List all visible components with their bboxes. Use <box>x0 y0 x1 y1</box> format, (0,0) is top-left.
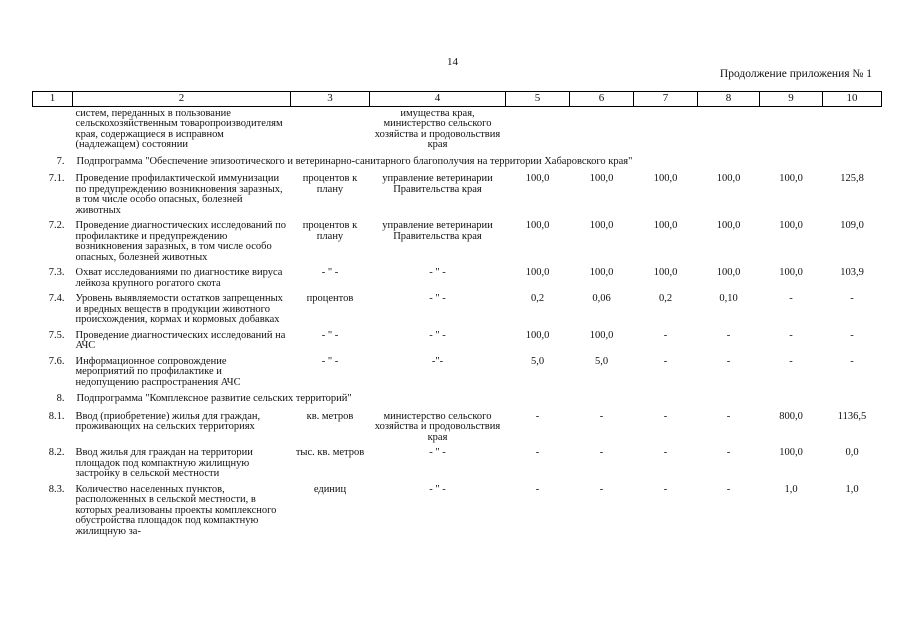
value-col-9: 100,0 <box>779 447 803 458</box>
indicator-unit: процентов <box>306 293 354 304</box>
column-header-10: 10 <box>823 92 882 107</box>
column-header-4: 4 <box>370 92 506 107</box>
responsible-executor: -"- <box>431 355 444 367</box>
value-col-6: - <box>599 447 604 458</box>
indicator-row <box>33 219 882 266</box>
value-col-8: - <box>726 329 731 341</box>
indicator-unit <box>291 106 370 154</box>
value-col-6: 0,06 <box>592 293 611 304</box>
value-col-7: - <box>663 329 668 341</box>
row-number: 8.2. <box>48 447 65 458</box>
subprogram-title: Подпрограмма "Комплексное развитие сельских территорий" <box>76 393 352 404</box>
indicator-name: систем, переданных в пользование сельскохозяйственным товаропроизводителям края, содержащиеся в исправном (надлежащем) состоянии <box>75 107 283 150</box>
indicator-unit: процентов к плану <box>302 220 358 242</box>
value-col-7: - <box>663 355 668 367</box>
value-col-7: 100,0 <box>653 267 678 278</box>
indicator-unit: единиц <box>313 483 347 495</box>
column-header-9: 9 <box>760 92 823 107</box>
value-col-7: 0,2 <box>658 293 673 304</box>
value-col-9: 100,0 <box>779 267 803 278</box>
indicator-row <box>33 106 882 154</box>
indicator-name: Количество населенных пунктов, расположенных в сельской местности, в которых реализованы проекты комплексного обустройства площадок под компактную жилищную за- <box>75 483 277 537</box>
row-number: 7.2. <box>48 220 65 231</box>
row-number: 7.5. <box>48 329 65 341</box>
row-number: 7.6. <box>48 355 65 367</box>
row-number: 8.1. <box>48 410 65 422</box>
indicator-row <box>33 292 882 329</box>
value-col-6: 100,0 <box>589 329 614 341</box>
subprogram-title: Подпрограмма "Обеспечение эпизоотического и ветеринарно-санитарного благополучия на территории Хабаровского края" <box>76 155 633 167</box>
column-header-3: 3 <box>291 92 370 107</box>
value-col-10: 0,0 <box>845 447 859 458</box>
row-number: 7.3. <box>48 267 65 278</box>
row-number: 8. <box>56 393 65 404</box>
value-col-10: - <box>850 355 854 367</box>
value-col-6: - <box>599 410 604 422</box>
value-col-10: - <box>850 293 854 304</box>
value-col-10: 103,9 <box>840 267 864 278</box>
indicator-name: Ввод (приобретение) жилья для граждан, проживающих на сельских территориях <box>75 410 261 432</box>
value-col-5 <box>506 106 570 154</box>
value-col-7: 100,0 <box>653 173 678 184</box>
indicators-table <box>32 91 882 540</box>
responsible-executor: - " - <box>429 447 446 458</box>
value-col-6: 100,0 <box>589 267 614 278</box>
indicator-name: Охват исследованиями по диагностике вируса лейкоза крупного рогатого скота <box>75 267 283 289</box>
row-number: 7.4. <box>48 293 65 304</box>
value-col-7: - <box>663 483 668 495</box>
indicator-row <box>33 446 882 483</box>
indicator-name: Проведение диагностических исследований по профилактике и предупреждению возникновения заразных, в том числе особо опасных, болезней животных <box>75 220 287 263</box>
value-col-9: 1,0 <box>784 483 798 495</box>
value-col-5: - <box>535 447 540 458</box>
row-number: 8.3. <box>48 483 65 495</box>
responsible-executor: - " - <box>429 329 446 341</box>
row-number: 7. <box>56 155 65 167</box>
value-col-10: 1,0 <box>845 483 859 495</box>
value-col-9 <box>760 106 823 154</box>
value-col-6: 5,0 <box>594 355 609 367</box>
value-col-8: - <box>726 355 731 367</box>
column-header-2: 2 <box>73 92 291 107</box>
value-col-8: 100,0 <box>716 173 741 184</box>
responsible-executor: министерство сельского хозяйства и продовольствия края <box>374 410 501 443</box>
column-header-1: 1 <box>33 92 73 107</box>
responsible-executor: имущества края, министерство сельского хозяйства и продовольствия края <box>374 107 501 150</box>
indicator-row <box>33 266 882 292</box>
indicator-name: Ввод жилья для граждан на территории площадок под компактную жилищную застройку в сельской местности <box>75 447 253 479</box>
value-col-8: - <box>726 410 731 422</box>
row-number <box>33 106 73 154</box>
value-col-8: - <box>726 447 731 458</box>
indicator-name: Проведение диагностических исследований на АЧС <box>75 329 286 351</box>
value-col-5: 100,0 <box>525 267 550 278</box>
value-col-6: 100,0 <box>589 220 614 231</box>
page-number: 14 <box>447 56 458 68</box>
responsible-executor: - " - <box>429 267 446 278</box>
value-col-9: 800,0 <box>779 410 803 422</box>
value-col-9: - <box>789 329 793 341</box>
responsible-executor: управление ветеринарии Правительства края <box>382 220 493 242</box>
value-col-10: 109,0 <box>840 220 864 231</box>
value-col-10: - <box>850 329 854 341</box>
value-col-9: 100,0 <box>779 173 803 184</box>
indicator-unit: - " - <box>321 329 339 341</box>
indicator-unit: тыс. кв. метров <box>295 447 365 458</box>
table-body <box>33 106 882 540</box>
indicator-name: Информационное сопровождение мероприятий по профилактике и недопущению распространения АЧС <box>75 355 241 388</box>
indicator-row <box>33 410 882 447</box>
value-col-5: 100,0 <box>525 220 550 231</box>
indicator-unit: - " - <box>321 355 339 367</box>
value-col-6: - <box>599 483 604 495</box>
value-col-10 <box>823 106 882 154</box>
value-col-6: 100,0 <box>589 173 614 184</box>
column-header-5: 5 <box>506 92 570 107</box>
subprogram-row <box>33 154 882 173</box>
value-col-7: - <box>663 447 668 458</box>
column-header-8: 8 <box>698 92 760 107</box>
value-col-10: 125,8 <box>840 173 864 184</box>
table-header <box>33 92 882 107</box>
value-col-7: 100,0 <box>653 220 678 231</box>
value-col-9: 100,0 <box>779 220 803 231</box>
value-col-5: - <box>535 483 540 495</box>
value-col-9: - <box>789 355 793 367</box>
indicator-row <box>33 172 882 219</box>
indicator-name: Проведение профилактической иммунизации по предупреждению возникновения заразных, в том числе особо опасных, болезней животных <box>75 173 283 216</box>
value-col-9: - <box>789 293 793 304</box>
indicator-unit: - " - <box>321 267 339 278</box>
value-col-5: 5,0 <box>530 355 545 367</box>
indicator-row <box>33 329 882 355</box>
responsible-executor: - " - <box>429 293 446 304</box>
value-col-8 <box>698 106 760 154</box>
responsible-executor: управление ветеринарии Правительства края <box>382 173 493 195</box>
value-col-8: 100,0 <box>716 220 741 231</box>
value-col-10: 1136,5 <box>837 410 867 422</box>
value-col-5: - <box>535 410 540 422</box>
indicator-unit: кв. метров <box>306 410 354 422</box>
value-col-5: 100,0 <box>525 329 550 341</box>
value-col-7: - <box>663 410 668 422</box>
value-col-5: 0,2 <box>530 293 545 304</box>
value-col-7 <box>634 106 698 154</box>
indicator-unit: процентов к плану <box>302 173 358 195</box>
indicator-row <box>33 355 882 392</box>
indicator-name: Уровень выявляемости остатков запрещенных и вредных веществ в продукции животного происхождения, кормах и кормовых добавках <box>75 293 283 325</box>
responsible-executor: - " - <box>429 483 446 495</box>
column-header-6: 6 <box>570 92 634 107</box>
value-col-5: 100,0 <box>525 173 550 184</box>
column-header-7: 7 <box>634 92 698 107</box>
subprogram-row <box>33 391 882 410</box>
row-number: 7.1. <box>48 173 65 184</box>
value-col-8: - <box>726 483 731 495</box>
value-col-8: 0,10 <box>719 293 738 304</box>
indicator-row <box>33 483 882 541</box>
continuation-label: Продолжение приложения № 1 <box>719 68 872 80</box>
value-col-8: 100,0 <box>716 267 741 278</box>
value-col-6 <box>570 106 634 154</box>
